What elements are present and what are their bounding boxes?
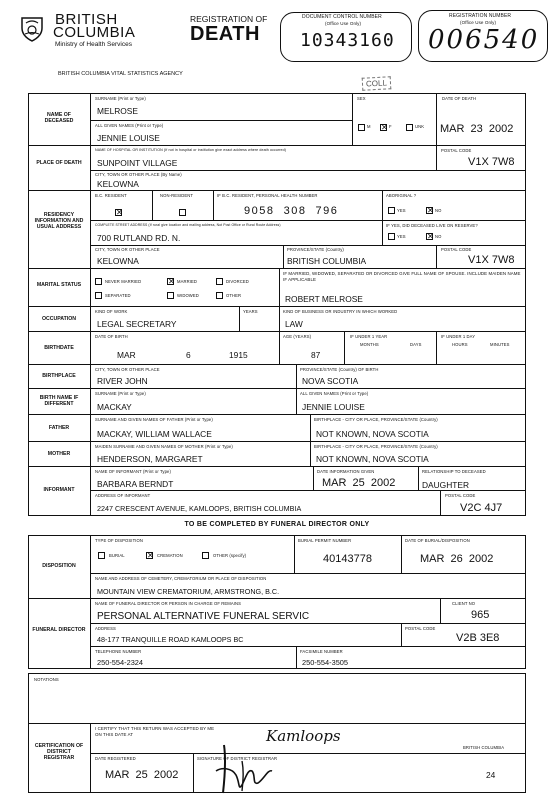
info-date-label: DATE INFORMATION GIVEN xyxy=(317,469,375,474)
informant-address-label: ADDRESS OF INFORMANT xyxy=(95,493,151,498)
section-disposition: DISPOSITION xyxy=(42,563,76,569)
dob-month: MAR xyxy=(117,350,136,360)
notations-label: NOTATIONS xyxy=(34,677,59,682)
aboriginal-no-label: NO xyxy=(435,208,442,213)
reserve-no-label: NO xyxy=(435,234,442,239)
age-label: AGE (YEARS) xyxy=(283,334,312,339)
client-number: 965 xyxy=(471,609,490,621)
res-postal-label: POSTAL CODE xyxy=(441,247,472,252)
registration-place-handwritten: Kamloops xyxy=(266,727,341,745)
fd-address-label: ADDRESS xyxy=(95,626,116,631)
cremation-checkbox[interactable]: ✕ xyxy=(147,551,154,560)
registrar-signature-label: SIGNATURE OF DISTRICT REGISTRAR xyxy=(197,756,278,761)
fd-name-label: NAME OF FUNERAL DIRECTOR OR PERSON IN CHARGE OF REMAINS xyxy=(95,601,242,606)
non-resident-checkbox[interactable] xyxy=(179,209,186,216)
under-1-day-label: IF UNDER 1 DAY xyxy=(441,334,476,339)
other-disposition-label: OTHER (specify) xyxy=(213,553,247,558)
crest-icon xyxy=(18,14,46,42)
funeral-director-banner: TO BE COMPLETED BY FUNERAL DIRECTOR ONLY xyxy=(184,521,370,528)
dob-label: DATE OF BIRTH xyxy=(95,334,128,339)
never-married-label: NEVER MARRIED xyxy=(105,279,142,284)
res-province-label: PROVINCE/STATE (Country) xyxy=(287,247,344,252)
non-resident-label: NON-RESIDENT xyxy=(160,193,194,198)
section-birthplace: BIRTHPLACE xyxy=(42,373,76,379)
certify-label: I CERTIFY THAT THIS RETURN WAS ACCEPTED BY ME ON THIS DATE AT xyxy=(95,726,215,737)
under-1-year-label: IF UNDER 1 YEAR xyxy=(350,334,388,339)
disposition-date: MAR 26 2002 xyxy=(420,553,494,565)
widowed-checkbox[interactable] xyxy=(167,292,174,299)
birth-city-label: CITY, TOWN OR OTHER PLACE xyxy=(95,367,160,372)
section-deceased: NAME OF DECEASED xyxy=(44,112,74,124)
aboriginal-yes-label: YES xyxy=(397,208,406,213)
fd-postal-label: POSTAL CODE xyxy=(405,626,436,631)
phn-label: IF B.C. RESIDENT, PERSONAL HEALTH NUMBER xyxy=(217,193,318,198)
fd-address: 48-177 TRANQUILLE ROAD KAMLOOPS BC xyxy=(97,635,244,644)
reserve-yes-checkbox[interactable] xyxy=(388,233,395,240)
dob-day: 6 xyxy=(186,350,191,360)
reserve-yes-label: YES xyxy=(397,234,406,239)
hours-label: HOURS xyxy=(452,342,468,347)
street-label: COMPLETE STREET ADDRESS (If rural give location and mailing address, Not Post Office or Rural Route Address) xyxy=(95,223,281,227)
section-informant: INFORMANT xyxy=(43,487,75,493)
bc-resident-checkbox[interactable]: ✕ xyxy=(116,208,123,217)
section-birth-name: BIRTH NAME IF DIFFERENT xyxy=(39,395,79,407)
section-registrar: CERTIFICATION OF DISTRICT REGISTRAR xyxy=(34,743,84,761)
hospital-name: SUNPOINT VILLAGE xyxy=(97,158,178,168)
relationship: DAUGHTER xyxy=(422,480,469,490)
section-place-of-death: PLACE OF DEATH xyxy=(36,160,82,166)
divorced-checkbox[interactable] xyxy=(216,278,223,285)
dcn-value: 10343160 xyxy=(300,30,395,51)
info-date: MAR 25 2002 xyxy=(322,477,396,489)
informant-name: BARBARA BERNDT xyxy=(97,479,174,489)
sex-f-checkbox[interactable]: ✕ xyxy=(381,123,388,132)
reg-value-handwritten: 006540 xyxy=(428,25,540,55)
spouse-name: ROBERT MELROSE xyxy=(285,294,363,304)
birth-province: NOVA SCOTIA xyxy=(302,376,359,386)
surname-label: SURNAME (Print or Type) xyxy=(95,96,146,101)
form-title-small: REGISTRATION OF xyxy=(190,14,268,24)
cemetery-label: NAME AND ADDRESS OF CEMETERY, CREMATORIUM OR PLACE OF DISPOSITION xyxy=(95,576,267,581)
res-city: KELOWNA xyxy=(97,256,139,266)
phone-label: TELEPHONE NUMBER xyxy=(95,649,142,654)
mother-name-label: MAIDEN SURNAME AND GIVEN NAMES OF MOTHER (Print or Type) xyxy=(95,444,233,449)
informant-address: 2247 CRESCENT AVENUE, KAMLOOPS, BRITISH COLUMBIA xyxy=(97,504,302,513)
section-father: FATHER xyxy=(48,425,70,431)
father-name: MACKAY, WILLIAM WALLACE xyxy=(97,429,212,439)
registrar-province: BRITISH COLUMBIA xyxy=(463,745,505,750)
pod-postal-code: V1X 7W8 xyxy=(468,156,515,168)
disposition-date-label: DATE OF BURIAL/DISPOSITION xyxy=(405,538,470,543)
sex-f-label: F xyxy=(389,124,392,129)
father-name-label: SURNAME AND GIVEN NAMES OF FATHER (Print or Type) xyxy=(95,417,213,422)
birth-given-label: ALL GIVEN NAMES (Print or Type) xyxy=(300,391,369,396)
agency-name: BRITISH COLUMBIA VITAL STATISTICS AGENCY xyxy=(58,71,183,77)
deceased-given-names: JENNIE LOUISE xyxy=(97,133,160,143)
informant-postal-code: V2C 4J7 xyxy=(460,502,503,514)
birth-province-label: PROVINCE/STATE (Country) OF BIRTH xyxy=(300,367,379,372)
months-label: MONTHS xyxy=(360,342,379,347)
reg-sub: (Office Use Only) xyxy=(460,20,497,25)
birth-surname: MACKAY xyxy=(97,402,132,412)
org-name-line2: COLUMBIA xyxy=(53,24,136,41)
section-funeral-director: FUNERAL DIRECTOR xyxy=(32,627,86,633)
disposition-type-label: TYPE OF DISPOSITION xyxy=(95,538,143,543)
married-label: MARRIED xyxy=(177,279,198,284)
father-birthplace: NOT KNOWN, NOVA SCOTIA xyxy=(316,429,429,439)
dcn-label: DOCUMENT CONTROL NUMBER xyxy=(302,14,382,20)
mother-birthplace-label: BIRTHPLACE - CITY OR PLACE, PROVINCE/STATE (Country) xyxy=(314,444,438,449)
aboriginal-no-checkbox[interactable]: ✕ xyxy=(427,206,434,215)
res-postal-code: V1X 7W8 xyxy=(468,254,515,266)
section-occupation: OCCUPATION xyxy=(41,316,77,322)
divorced-label: DIVORCED xyxy=(226,279,249,284)
other-disposition-checkbox[interactable] xyxy=(202,552,209,559)
pod-postal-label: POSTAL CODE xyxy=(441,148,472,153)
sex-m-label: M xyxy=(367,124,371,129)
sex-m-checkbox[interactable] xyxy=(358,124,365,131)
never-married-checkbox[interactable] xyxy=(95,278,102,285)
pod-city-label: CITY, TOWN OR OTHER PLACE (By Name) xyxy=(95,172,182,177)
registrar-signature xyxy=(212,741,292,797)
burial-label: BURIAL xyxy=(109,553,125,558)
kind-of-work: LEGAL SECRETARY xyxy=(97,319,177,329)
married-checkbox[interactable]: ✕ xyxy=(168,277,175,286)
minutes-label: MINUTES xyxy=(490,342,510,347)
dob-year: 1915 xyxy=(229,350,248,360)
fd-name: PERSONAL ALTERNATIVE FUNERAL SERVIC xyxy=(97,611,310,622)
mother-birthplace: NOT KNOWN, NOVA SCOTIA xyxy=(316,454,429,464)
hospital-label: NAME OF HOSPITAL OR INSTITUTION (If not in hospital or institution give exact address where death occurred) xyxy=(95,148,287,152)
reserve-label: IF YES, DID DECEASED LIVE ON RESERVE? xyxy=(386,223,478,228)
widowed-label: WIDOWED xyxy=(177,293,199,298)
bc-logo xyxy=(18,14,46,42)
ministry-name: Ministry of Health Services xyxy=(55,41,132,48)
fd-postal-code: V2B 3E8 xyxy=(456,632,500,644)
burial-checkbox[interactable] xyxy=(98,552,105,559)
relationship-label: RELATIONSHIP TO DECEASED xyxy=(422,469,486,474)
sex-unk-checkbox[interactable] xyxy=(406,124,413,131)
res-province: BRITISH COLUMBIA xyxy=(287,256,367,266)
years-label: YEARS xyxy=(243,309,258,314)
date-registered: MAR 25 2002 xyxy=(105,769,179,781)
pod-city: KELOWNA xyxy=(97,179,139,189)
res-city-label: CITY, TOWN OR OTHER PLACE xyxy=(95,247,160,252)
section-birthdate: BIRTHDATE xyxy=(44,345,74,351)
personal-health-number: 9058 308 796 xyxy=(244,205,339,217)
deceased-surname: MELROSE xyxy=(97,106,138,116)
street-address: 700 RUTLAND RD. N. xyxy=(97,233,181,243)
client-no-label: CLIENT NO xyxy=(452,601,476,606)
age-years: 87 xyxy=(311,350,321,360)
fax-label: FACSIMILE NUMBER xyxy=(300,649,343,654)
form-title: DEATH xyxy=(190,23,260,45)
received-stamp: COLL xyxy=(362,76,392,90)
burial-permit-label: BURIAL PERMIT NUMBER xyxy=(298,538,352,543)
birth-city: RIVER JOHN xyxy=(97,376,148,386)
org-name-line1: BRITISH xyxy=(55,11,118,28)
days-label: DAYS xyxy=(410,342,422,347)
date-registered-label: DATE REGISTERED xyxy=(95,756,136,761)
aboriginal-yes-checkbox[interactable] xyxy=(388,207,395,214)
bc-resident-label: B.C. RESIDENT xyxy=(95,193,127,198)
sex-unk-label: UNK xyxy=(415,124,425,129)
kind-of-work-label: KIND OF WORK xyxy=(95,309,128,314)
dcn-sub: (Office Use Only) xyxy=(325,21,362,26)
other-marital-label: OTHER xyxy=(226,293,242,298)
informant-name-label: NAME OF INFORMANT (Print or Type) xyxy=(95,469,171,474)
date-of-death: MAR 23 2002 xyxy=(440,123,514,135)
birth-given-names: JENNIE LOUISE xyxy=(302,402,365,412)
reg-label: REGISTRATION NUMBER xyxy=(449,13,512,19)
kind-of-business: LAW xyxy=(285,319,303,329)
main-form-frame xyxy=(28,93,526,516)
mother-name: HENDERSON, MARGARET xyxy=(97,454,203,464)
cemetery-name: MOUNTAIN VIEW CREMATORIUM, ARMSTRONG, B.C. xyxy=(97,587,280,596)
fd-fax: 250-554-3505 xyxy=(302,658,349,667)
signature-scribble-icon xyxy=(212,741,292,797)
business-label: KIND OF BUSINESS OR INDUSTRY IN WHICH WORKED xyxy=(283,309,398,314)
section-marital-status: MARITAL STATUS xyxy=(36,282,82,288)
separated-checkbox[interactable] xyxy=(95,292,102,299)
spouse-label: IF MARRIED, WIDOWED, SEPARATED OR DIVORCED GIVE FULL NAME OF SPOUSE. INCLUDE MAIDEN NAME IF APPLICABLE xyxy=(283,271,521,282)
given-label: ALL GIVEN NAMES (Print or Type) xyxy=(95,123,164,128)
fd-phone: 250-554-2324 xyxy=(97,658,144,667)
birth-surname-label: SURNAME (Print or Type) xyxy=(95,391,146,396)
other-marital-checkbox[interactable] xyxy=(216,292,223,299)
sex-label: SEX xyxy=(357,96,366,101)
date-of-death-label: DATE OF DEATH xyxy=(442,96,477,101)
burial-permit-number: 40143778 xyxy=(323,553,372,565)
father-birthplace-label: BIRTHPLACE - CITY OR PLACE, PROVINCE/STATE (Country) xyxy=(314,417,438,422)
reserve-no-checkbox[interactable]: ✕ xyxy=(427,232,434,241)
registrar-number: 24 xyxy=(486,770,496,780)
informant-postal-label: POSTAL CODE xyxy=(445,493,476,498)
section-mother: MOTHER xyxy=(47,451,71,457)
section-residency: RESIDENCY INFORMATION AND USUAL ADDRESS xyxy=(34,212,84,230)
cremation-label: CREMATION xyxy=(157,553,183,558)
aboriginal-label: ABORIGINAL ? xyxy=(386,193,417,198)
separated-label: SEPARATED xyxy=(105,293,131,298)
